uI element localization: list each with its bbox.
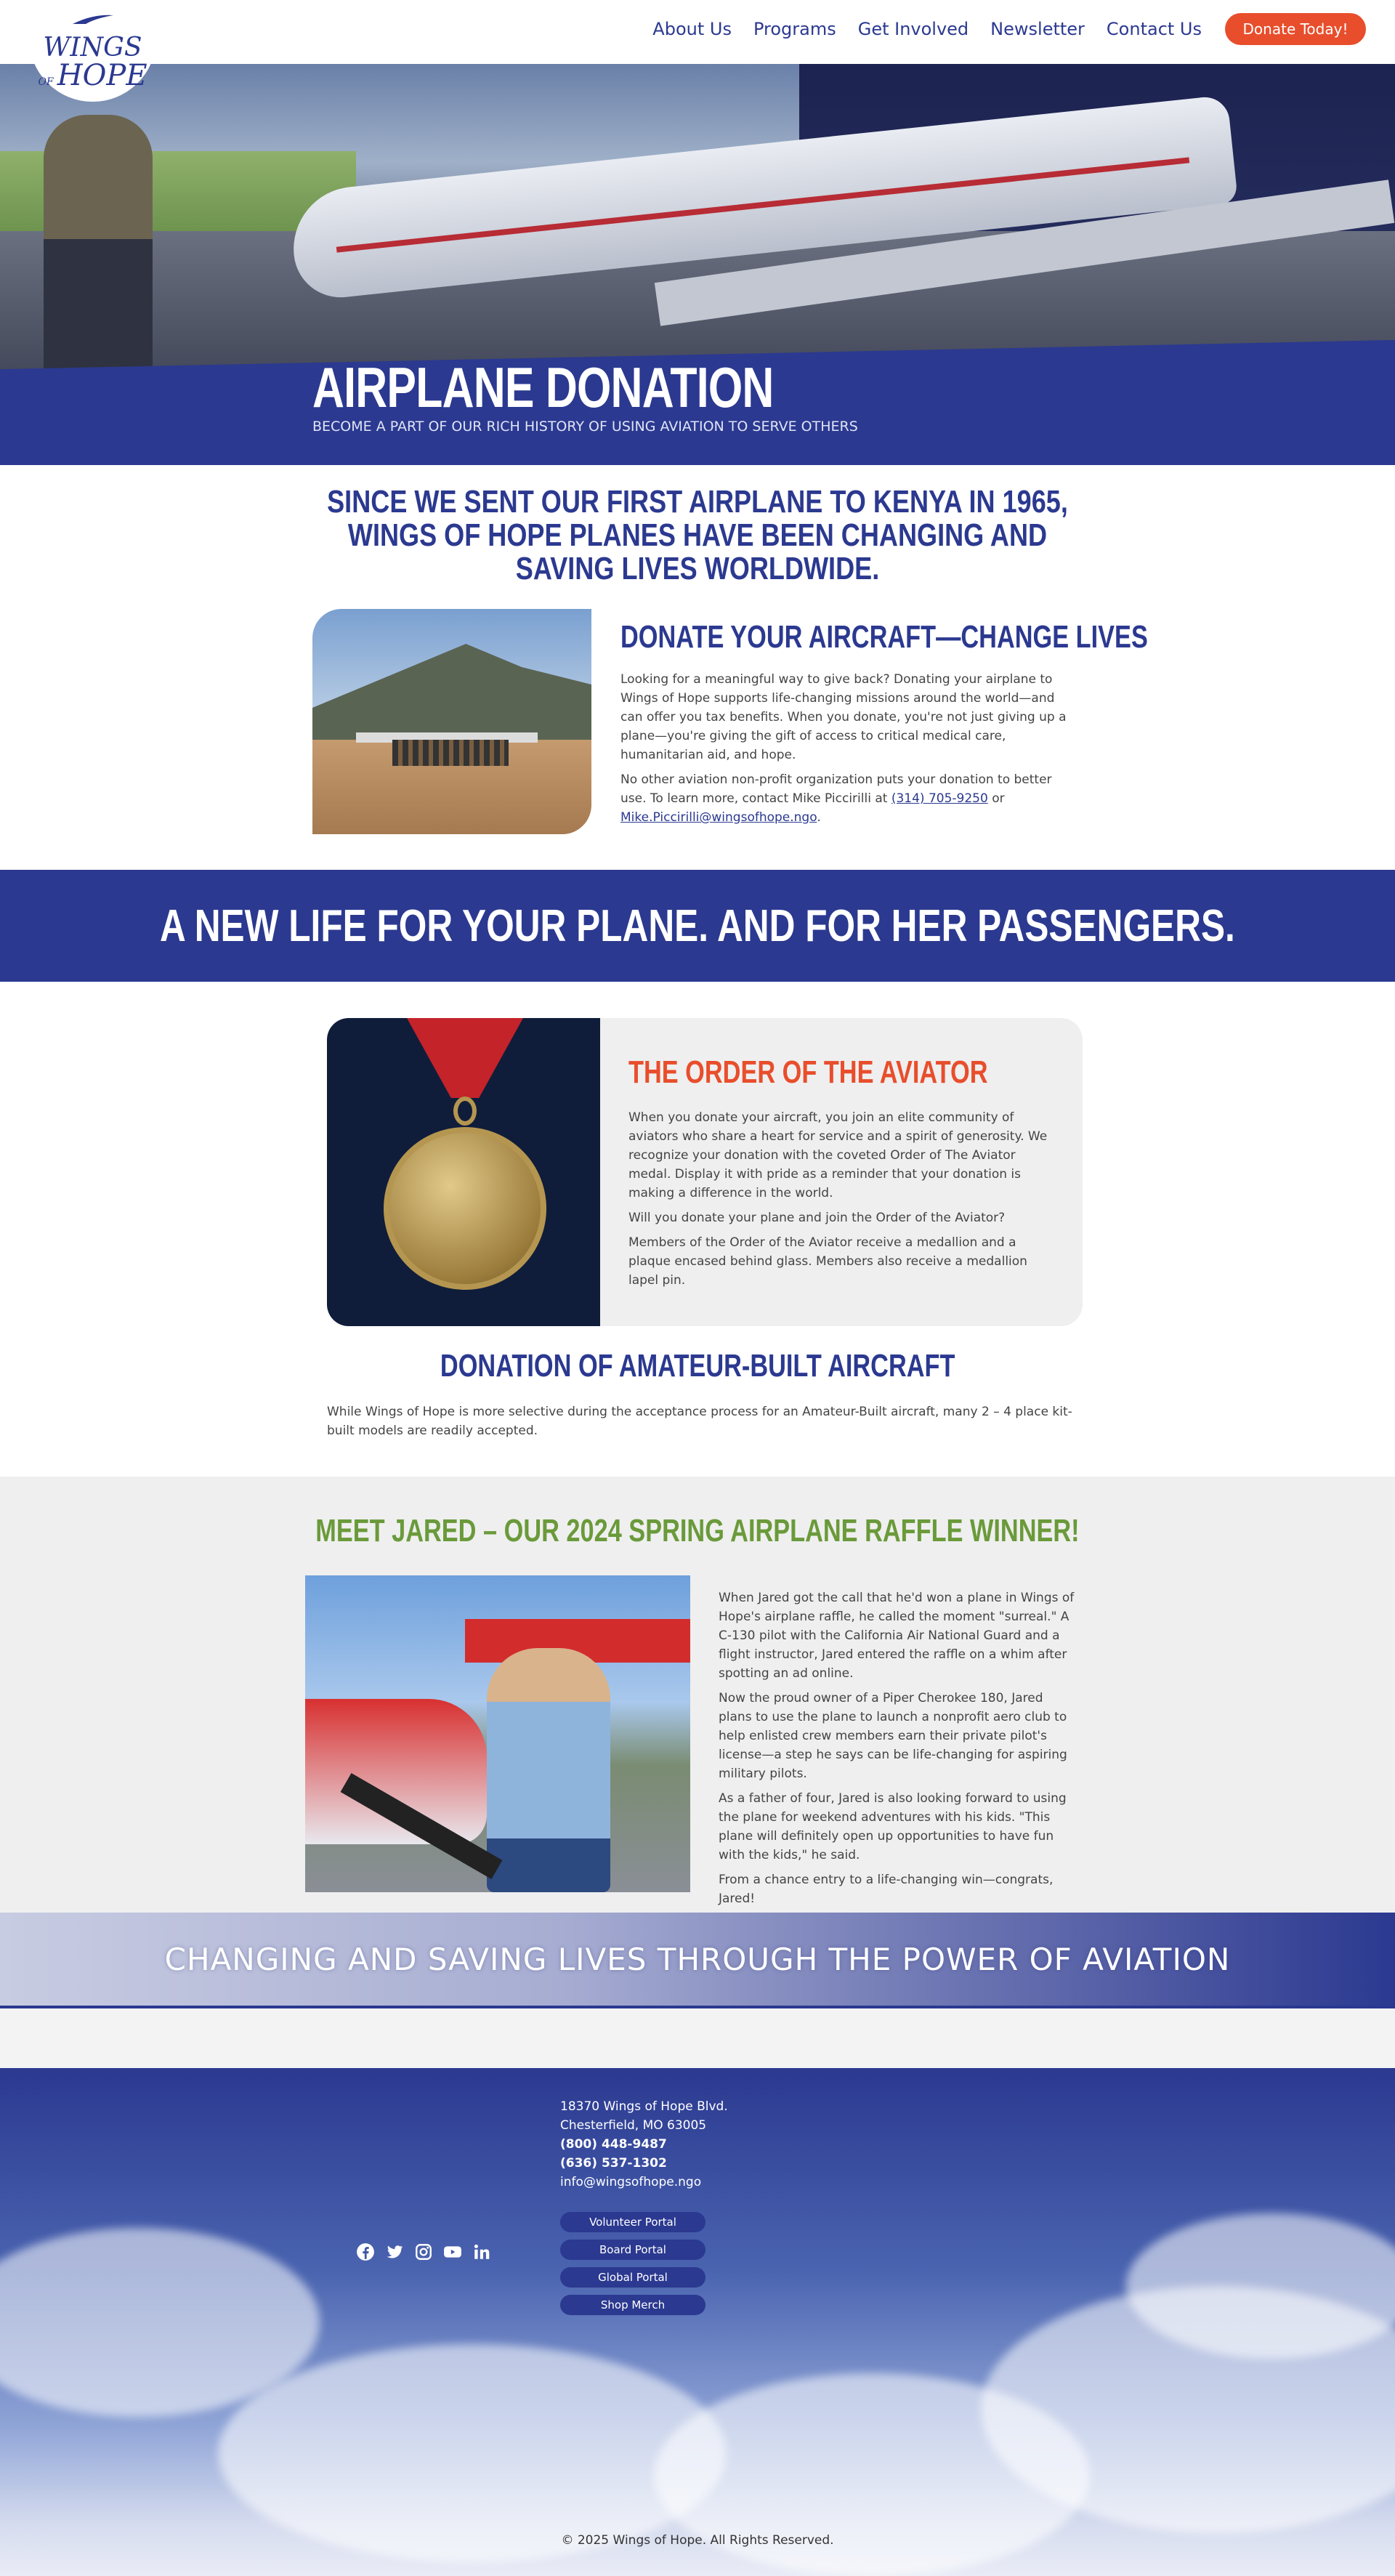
contact-phone-link[interactable]: (314) 705-9250 xyxy=(891,791,988,806)
nav-get-involved[interactable]: Get Involved xyxy=(857,19,969,39)
portal-links xyxy=(560,2212,705,2315)
footer-address-1: 18370 Wings of Hope Blvd. xyxy=(560,2099,728,2114)
site-footer xyxy=(0,2068,1395,2576)
global-portal-button[interactable]: Global Portal xyxy=(560,2267,705,2288)
raffle-winner-section xyxy=(0,1477,1395,1913)
nav-programs[interactable]: Programs xyxy=(753,19,836,39)
intro-heading: SINCE WE SENT OUR FIRST AIRPLANE TO KENYA IN 1965, WINGS OF HOPE PLANES HAVE BEEN CHANGING AND SAVING LIVES WORLDWIDE. xyxy=(327,484,1068,586)
order-paragraph-3: Members of the Order of the Aviator receive a medallion and a plaque encased behind glass. Members also receive a medallion lapel pin. xyxy=(628,1235,1027,1288)
jared-heading: MEET JARED – OUR 2024 SPRING AIRPLANE RAFFLE WINNER! xyxy=(315,1513,1080,1549)
facebook-icon[interactable] xyxy=(356,2242,375,2261)
tagline-text: CHANGING AND SAVING LIVES THROUGH THE POWER OF AVIATION xyxy=(164,1941,1231,1977)
nav-newsletter[interactable]: Newsletter xyxy=(990,19,1085,39)
donate-paragraph-1: Looking for a meaningful way to give back? Donating your airplane to Wings of Hope supports life-changing missions around the world—and can offer you tax benefits. When you donate, you're not just giving up a plane—you're giving the gift of access to critical medical care, humanitarian aid, and hope. xyxy=(620,672,1067,762)
footer-phone-1[interactable]: (800) 448-9487 xyxy=(560,2137,667,2152)
jared-paragraph-2: Now the proud owner of a Piper Cherokee 180, Jared plans to use the plane to launch a nonprofit aero club to help enlisted crew members earn their private pilot's license—a step he says can be life-changing for aspiring military pilots. xyxy=(719,1691,1067,1781)
linkedin-icon[interactable] xyxy=(472,2242,491,2261)
site-header xyxy=(0,0,1395,64)
new-life-heading: A NEW LIFE FOR YOUR PLANE. AND FOR HER PASSENGERS. xyxy=(160,900,1235,951)
footer-phone-2[interactable]: (636) 537-1302 xyxy=(560,2156,667,2171)
donate-period: . xyxy=(817,810,821,825)
section-spacer xyxy=(0,2008,1395,2068)
donate-heading: DONATE YOUR AIRCRAFT—CHANGE LIVES xyxy=(620,619,1148,655)
donate-text xyxy=(620,670,1071,833)
logo[interactable] xyxy=(29,0,156,102)
donate-or-text: or xyxy=(987,791,1005,806)
jared-text xyxy=(719,1588,1075,1914)
donate-paragraph-2 xyxy=(620,770,1071,827)
order-paragraph-1: When you donate your aircraft, you join an elite community of aviators who share a heart for service and a spirit of generosity. We recognize your donation with the coveted Order of The Aviator medal. Display it with pride as a reminder that your donation is making a difference in the world. xyxy=(628,1110,1048,1200)
nav-about-us[interactable]: About Us xyxy=(652,19,732,39)
donate-today-button[interactable]: Donate Today! xyxy=(1225,13,1366,45)
new-life-band xyxy=(0,870,1395,982)
twitter-icon[interactable] xyxy=(385,2242,404,2261)
donate-contact-text: No other aviation non-profit organization puts your donation to better use. To learn more, contact Mike Piccirilli at xyxy=(620,772,1052,806)
youtube-icon[interactable] xyxy=(443,2242,462,2261)
intro-section xyxy=(0,485,1395,586)
nav-contact-us[interactable]: Contact Us xyxy=(1106,19,1202,39)
jared-paragraph-3: As a father of four, Jared is also looking forward to using the plane for weekend adventures with his kids. "This plane will definitely open up opportunities to have fun with the kids," he said. xyxy=(719,1791,1067,1862)
footer-address-2: Chesterfield, MO 63005 xyxy=(560,2118,707,2133)
copyright: © 2025 Wings of Hope. All Rights Reserved. xyxy=(561,2533,834,2548)
page-title: AIRPLANE DONATION xyxy=(312,355,774,419)
instagram-icon[interactable] xyxy=(414,2242,433,2261)
jared-paragraph-1: When Jared got the call that he'd won a plane in Wings of Hope's airplane raffle, he called the moment "surreal." A C-130 pilot with the California Air National Guard and a flight instructor, Jared entered the raffle on a whim after spotting an ad online. xyxy=(719,1591,1075,1681)
medal-image xyxy=(327,1018,600,1326)
logo-hope: HOPE xyxy=(57,58,147,92)
amateur-heading: DONATION OF AMATEUR-BUILT AIRCRAFT xyxy=(440,1348,955,1384)
amateur-section xyxy=(0,1348,1395,1384)
hero-photo xyxy=(0,64,1395,391)
wing-logo-icon xyxy=(71,12,115,25)
amateur-text: While Wings of Hope is more selective during the acceptance process for an Amateur-Built aircraft, many 2 – 4 place kit-built models are readily accepted. xyxy=(327,1405,1072,1438)
hero-section xyxy=(0,64,1395,465)
shop-merch-button[interactable]: Shop Merch xyxy=(560,2295,705,2315)
social-links xyxy=(356,2242,491,2261)
tagline-band xyxy=(0,1913,1395,2008)
contact-email-link[interactable]: Mike.Piccirilli@wingsofhope.ngo xyxy=(620,810,817,825)
hero-subtitle: BECOME A PART OF OUR RICH HISTORY OF USING AVIATION TO SERVE OTHERS xyxy=(312,419,858,435)
volunteer-portal-button[interactable]: Volunteer Portal xyxy=(560,2212,705,2232)
logo-wings: WINGS xyxy=(43,32,142,62)
order-paragraph-2: Will you donate your plane and join the Order of the Aviator? xyxy=(628,1211,1006,1225)
donate-aircraft-image xyxy=(312,609,591,834)
order-of-aviator-card xyxy=(327,1018,1083,1326)
logo-of: OF xyxy=(38,76,54,88)
main-nav xyxy=(652,19,1202,39)
order-text xyxy=(628,1108,1057,1296)
board-portal-button[interactable]: Board Portal xyxy=(560,2240,705,2260)
jared-photo xyxy=(305,1575,690,1892)
jared-paragraph-4: From a chance entry to a life-changing win—congrats, Jared! xyxy=(719,1873,1054,1906)
footer-contact xyxy=(560,2097,728,2192)
footer-email[interactable]: info@wingsofhope.ngo xyxy=(560,2175,702,2189)
order-heading: THE ORDER OF THE AVIATOR xyxy=(628,1054,988,1090)
